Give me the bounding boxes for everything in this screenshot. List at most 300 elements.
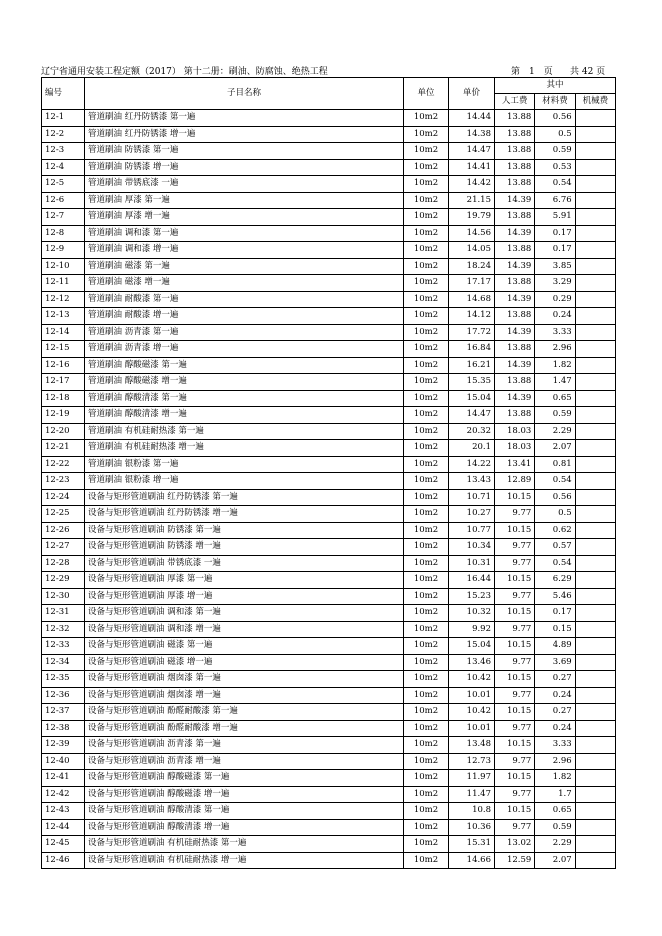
cell-machine [575,836,615,853]
cell-code: 12-12 [42,291,85,308]
cell-material: 0.65 [535,803,575,820]
cell-code: 12-28 [42,555,85,572]
table-row [42,786,616,803]
cell-code: 12-46 [42,852,85,869]
cell-code: 12-1 [42,110,85,127]
cell-unit: 10m2 [404,374,449,391]
cell-labor: 10.15 [495,489,535,506]
cell-price: 12.73 [449,753,495,770]
cell-code: 12-8 [42,225,85,242]
table-row [42,720,616,737]
cell-labor: 14.39 [495,390,535,407]
table-row [42,159,616,176]
cell-machine [575,539,615,556]
cell-labor: 13.88 [495,209,535,226]
cell-name: 管道刷油 厚漆 第一遍 [85,192,404,209]
cell-code: 12-41 [42,770,85,787]
table-row [42,704,616,721]
cell-material: 0.56 [535,110,575,127]
table-row [42,555,616,572]
table-row [42,357,616,374]
cell-code: 12-40 [42,753,85,770]
cell-price: 14.12 [449,308,495,325]
cell-unit: 10m2 [404,704,449,721]
cell-name: 设备与矩形管道刷油 烟囱漆 第一遍 [85,671,404,688]
table-row [42,341,616,358]
cell-name: 设备与矩形管道刷油 厚漆 第一遍 [85,572,404,589]
cell-code: 12-25 [42,506,85,523]
cell-name: 管道刷油 醇酸清漆 增一遍 [85,407,404,424]
cell-material: 0.56 [535,489,575,506]
cell-labor: 13.88 [495,159,535,176]
table-row [42,192,616,209]
cell-machine [575,473,615,490]
cell-price: 21.15 [449,192,495,209]
cell-unit: 10m2 [404,225,449,242]
table-row [42,456,616,473]
cell-code: 12-39 [42,737,85,754]
cell-machine [575,192,615,209]
cell-unit: 10m2 [404,291,449,308]
cell-labor: 13.88 [495,407,535,424]
cell-labor: 14.39 [495,324,535,341]
cell-code: 12-23 [42,473,85,490]
cell-price: 14.44 [449,110,495,127]
cell-code: 12-35 [42,671,85,688]
cell-price: 14.41 [449,159,495,176]
cell-unit: 10m2 [404,836,449,853]
cell-code: 12-24 [42,489,85,506]
cell-material: 3.85 [535,258,575,275]
cell-material: 2.96 [535,753,575,770]
cell-machine [575,126,615,143]
cell-machine [575,357,615,374]
cell-unit: 10m2 [404,588,449,605]
col-machine-header: 机械费 [575,94,615,110]
cell-material: 6.29 [535,572,575,589]
cell-price: 15.35 [449,374,495,391]
cell-machine [575,258,615,275]
cell-name: 设备与矩形管道刷油 酚醛耐酸漆 第一遍 [85,704,404,721]
cell-code: 12-26 [42,522,85,539]
cell-machine [575,341,615,358]
table-row [42,506,616,523]
cell-price: 10.36 [449,819,495,836]
table-row [42,225,616,242]
col-name-header: 子目名称 [85,78,404,110]
cell-material: 0.5 [535,506,575,523]
quota-table [41,77,616,869]
table-row [42,489,616,506]
cell-unit: 10m2 [404,143,449,160]
cell-unit: 10m2 [404,308,449,325]
cell-machine [575,770,615,787]
cell-name: 管道刷油 银粉漆 增一遍 [85,473,404,490]
cell-unit: 10m2 [404,473,449,490]
cell-code: 12-14 [42,324,85,341]
cell-material: 1.47 [535,374,575,391]
cell-machine [575,737,615,754]
cell-name: 设备与矩形管道刷油 厚漆 增一遍 [85,588,404,605]
cell-machine [575,638,615,655]
table-row [42,737,616,754]
cell-labor: 12.59 [495,852,535,869]
cell-price: 10.42 [449,704,495,721]
cell-price: 10.8 [449,803,495,820]
cell-code: 12-44 [42,819,85,836]
cell-name: 管道刷油 耐酸漆 第一遍 [85,291,404,308]
cell-labor: 10.15 [495,704,535,721]
cell-price: 18.24 [449,258,495,275]
cell-price: 15.31 [449,836,495,853]
cell-labor: 9.77 [495,720,535,737]
col-group-header: 其中 [495,78,616,94]
table-row [42,209,616,226]
cell-name: 管道刷油 有机硅耐热漆 增一遍 [85,440,404,457]
cell-labor: 13.88 [495,176,535,193]
table-row [42,242,616,259]
cell-labor: 10.15 [495,638,535,655]
cell-labor: 13.88 [495,143,535,160]
cell-machine [575,275,615,292]
cell-price: 15.04 [449,638,495,655]
cell-price: 9.92 [449,621,495,638]
cell-price: 15.23 [449,588,495,605]
table-row [42,819,616,836]
table-row [42,687,616,704]
cell-material: 0.59 [535,407,575,424]
cell-labor: 13.88 [495,275,535,292]
cell-code: 12-37 [42,704,85,721]
cell-price: 16.84 [449,341,495,358]
cell-code: 12-3 [42,143,85,160]
table-row [42,621,616,638]
cell-material: 0.29 [535,291,575,308]
cell-name: 设备与矩形管道刷油 防锈漆 第一遍 [85,522,404,539]
table-row [42,143,616,160]
cell-unit: 10m2 [404,192,449,209]
cell-machine [575,671,615,688]
cell-machine [575,506,615,523]
cell-machine [575,654,615,671]
cell-name: 管道刷油 银粉漆 第一遍 [85,456,404,473]
cell-unit: 10m2 [404,324,449,341]
cell-labor: 9.77 [495,588,535,605]
table-row [42,308,616,325]
cell-machine [575,225,615,242]
cell-material: 0.24 [535,308,575,325]
cell-code: 12-29 [42,572,85,589]
cell-material: 0.17 [535,605,575,622]
cell-name: 设备与矩形管道刷油 调和漆 第一遍 [85,605,404,622]
cell-labor: 9.77 [495,506,535,523]
cell-material: 0.24 [535,720,575,737]
cell-unit: 10m2 [404,753,449,770]
cell-price: 10.42 [449,671,495,688]
cell-material: 0.27 [535,704,575,721]
cell-code: 12-45 [42,836,85,853]
cell-unit: 10m2 [404,539,449,556]
cell-material: 2.29 [535,836,575,853]
cell-labor: 10.15 [495,522,535,539]
cell-material: 0.53 [535,159,575,176]
cell-material: 3.33 [535,324,575,341]
cell-name: 管道刷油 带锈底漆 一遍 [85,176,404,193]
cell-unit: 10m2 [404,638,449,655]
cell-name: 管道刷油 调和漆 增一遍 [85,242,404,259]
cell-labor: 14.39 [495,357,535,374]
cell-machine [575,209,615,226]
cell-labor: 13.41 [495,456,535,473]
cell-labor: 14.39 [495,192,535,209]
table-row [42,753,616,770]
cell-code: 12-16 [42,357,85,374]
cell-unit: 10m2 [404,126,449,143]
cell-machine [575,242,615,259]
table-row [42,176,616,193]
cell-code: 12-33 [42,638,85,655]
cell-price: 14.05 [449,242,495,259]
page-total: 共 42 页 [570,67,606,77]
cell-labor: 13.88 [495,110,535,127]
cell-code: 12-43 [42,803,85,820]
cell-machine [575,159,615,176]
cell-code: 12-42 [42,786,85,803]
cell-labor: 10.15 [495,605,535,622]
cell-material: 1.82 [535,770,575,787]
cell-machine [575,489,615,506]
cell-price: 10.31 [449,555,495,572]
cell-name: 管道刷油 厚漆 增一遍 [85,209,404,226]
cell-labor: 9.77 [495,753,535,770]
cell-unit: 10m2 [404,605,449,622]
cell-name: 管道刷油 红丹防锈漆 第一遍 [85,110,404,127]
cell-name: 管道刷油 醇酸磁漆 增一遍 [85,374,404,391]
cell-machine [575,605,615,622]
cell-material: 6.76 [535,192,575,209]
cell-material: 0.54 [535,176,575,193]
cell-machine [575,291,615,308]
cell-name: 管道刷油 磁漆 第一遍 [85,258,404,275]
cell-material: 0.57 [535,539,575,556]
cell-code: 12-7 [42,209,85,226]
cell-name: 设备与矩形管道刷油 磁漆 增一遍 [85,654,404,671]
table-row [42,605,616,622]
table-row [42,638,616,655]
cell-name: 设备与矩形管道刷油 有机硅耐热漆 增一遍 [85,852,404,869]
cell-material: 0.54 [535,555,575,572]
cell-machine [575,390,615,407]
cell-name: 设备与矩形管道刷油 磁漆 第一遍 [85,638,404,655]
cell-material: 5.46 [535,588,575,605]
cell-price: 20.1 [449,440,495,457]
cell-material: 0.17 [535,225,575,242]
cell-unit: 10m2 [404,687,449,704]
cell-labor: 13.88 [495,374,535,391]
cell-name: 管道刷油 有机硅耐热漆 第一遍 [85,423,404,440]
cell-code: 12-10 [42,258,85,275]
table-row [42,852,616,869]
cell-unit: 10m2 [404,357,449,374]
cell-price: 10.01 [449,720,495,737]
cell-material: 2.29 [535,423,575,440]
cell-unit: 10m2 [404,489,449,506]
cell-price: 14.66 [449,852,495,869]
col-price-header: 单价 [449,78,495,110]
cell-code: 12-11 [42,275,85,292]
cell-machine [575,704,615,721]
cell-labor: 13.88 [495,341,535,358]
cell-material: 1.82 [535,357,575,374]
cell-code: 12-15 [42,341,85,358]
cell-machine [575,819,615,836]
cell-price: 13.43 [449,473,495,490]
cell-code: 12-36 [42,687,85,704]
cell-name: 设备与矩形管道刷油 红丹防锈漆 第一遍 [85,489,404,506]
cell-machine [575,753,615,770]
cell-price: 13.46 [449,654,495,671]
col-material-header: 材料费 [535,94,575,110]
cell-price: 14.68 [449,291,495,308]
cell-labor: 9.77 [495,786,535,803]
cell-unit: 10m2 [404,242,449,259]
cell-material: 0.27 [535,671,575,688]
cell-machine [575,687,615,704]
table-row [42,836,616,853]
table-row [42,423,616,440]
col-code-header: 编号 [42,78,85,110]
cell-code: 12-4 [42,159,85,176]
table-row [42,407,616,424]
cell-machine [575,621,615,638]
cell-code: 12-32 [42,621,85,638]
cell-machine [575,423,615,440]
col-labor-header: 人工费 [495,94,535,110]
cell-unit: 10m2 [404,555,449,572]
cell-labor: 9.77 [495,555,535,572]
table-body [42,110,616,869]
cell-machine [575,522,615,539]
cell-unit: 10m2 [404,737,449,754]
cell-machine [575,572,615,589]
cell-code: 12-21 [42,440,85,457]
cell-name: 设备与矩形管道刷油 烟囱漆 增一遍 [85,687,404,704]
cell-name: 设备与矩形管道刷油 红丹防锈漆 增一遍 [85,506,404,523]
cell-labor: 13.88 [495,242,535,259]
table-row [42,654,616,671]
table-row [42,473,616,490]
cell-machine [575,786,615,803]
cell-name: 管道刷油 沥青漆 第一遍 [85,324,404,341]
cell-unit: 10m2 [404,621,449,638]
cell-code: 12-5 [42,176,85,193]
cell-material: 0.54 [535,473,575,490]
cell-unit: 10m2 [404,456,449,473]
cell-code: 12-30 [42,588,85,605]
cell-labor: 9.77 [495,539,535,556]
cell-labor: 13.88 [495,308,535,325]
table-row [42,588,616,605]
cell-price: 14.42 [449,176,495,193]
cell-machine [575,555,615,572]
cell-code: 12-6 [42,192,85,209]
table-row [42,126,616,143]
cell-name: 管道刷油 防锈漆 第一遍 [85,143,404,160]
cell-price: 17.72 [449,324,495,341]
cell-name: 设备与矩形管道刷油 沥青漆 增一遍 [85,753,404,770]
cell-material: 2.96 [535,341,575,358]
cell-unit: 10m2 [404,159,449,176]
cell-machine [575,143,615,160]
cell-unit: 10m2 [404,209,449,226]
cell-unit: 10m2 [404,258,449,275]
cell-price: 14.22 [449,456,495,473]
cell-material: 5.91 [535,209,575,226]
cell-code: 12-34 [42,654,85,671]
table-row [42,258,616,275]
cell-code: 12-22 [42,456,85,473]
cell-unit: 10m2 [404,770,449,787]
table-row [42,275,616,292]
cell-labor: 14.39 [495,225,535,242]
cell-code: 12-2 [42,126,85,143]
table-row [42,522,616,539]
cell-material: 0.17 [535,242,575,259]
cell-machine [575,176,615,193]
table-header-row [42,78,616,94]
cell-price: 10.77 [449,522,495,539]
cell-unit: 10m2 [404,671,449,688]
cell-unit: 10m2 [404,819,449,836]
cell-unit: 10m2 [404,506,449,523]
cell-code: 12-31 [42,605,85,622]
cell-unit: 10m2 [404,407,449,424]
cell-code: 12-17 [42,374,85,391]
cell-code: 12-9 [42,242,85,259]
cell-material: 2.07 [535,852,575,869]
cell-unit: 10m2 [404,786,449,803]
cell-name: 设备与矩形管道刷油 调和漆 增一遍 [85,621,404,638]
cell-unit: 10m2 [404,522,449,539]
cell-unit: 10m2 [404,341,449,358]
cell-labor: 9.77 [495,819,535,836]
cell-unit: 10m2 [404,803,449,820]
cell-name: 管道刷油 调和漆 第一遍 [85,225,404,242]
cell-unit: 10m2 [404,176,449,193]
cell-labor: 10.15 [495,737,535,754]
cell-machine [575,803,615,820]
cell-code: 12-20 [42,423,85,440]
cell-name: 设备与矩形管道刷油 防锈漆 增一遍 [85,539,404,556]
cell-name: 设备与矩形管道刷油 带锈底漆 一遍 [85,555,404,572]
cell-name: 设备与矩形管道刷油 醇酸磁漆 第一遍 [85,770,404,787]
cell-unit: 10m2 [404,423,449,440]
cell-material: 0.59 [535,819,575,836]
cell-price: 10.27 [449,506,495,523]
cell-material: 1.7 [535,786,575,803]
cell-labor: 10.15 [495,770,535,787]
page-number: 第 1 页 [511,67,553,77]
cell-name: 管道刷油 防锈漆 增一遍 [85,159,404,176]
cell-code: 12-38 [42,720,85,737]
cell-unit: 10m2 [404,275,449,292]
cell-material: 0.65 [535,390,575,407]
cell-unit: 10m2 [404,110,449,127]
cell-machine [575,324,615,341]
table-row [42,539,616,556]
table-row [42,324,616,341]
cell-price: 14.47 [449,407,495,424]
